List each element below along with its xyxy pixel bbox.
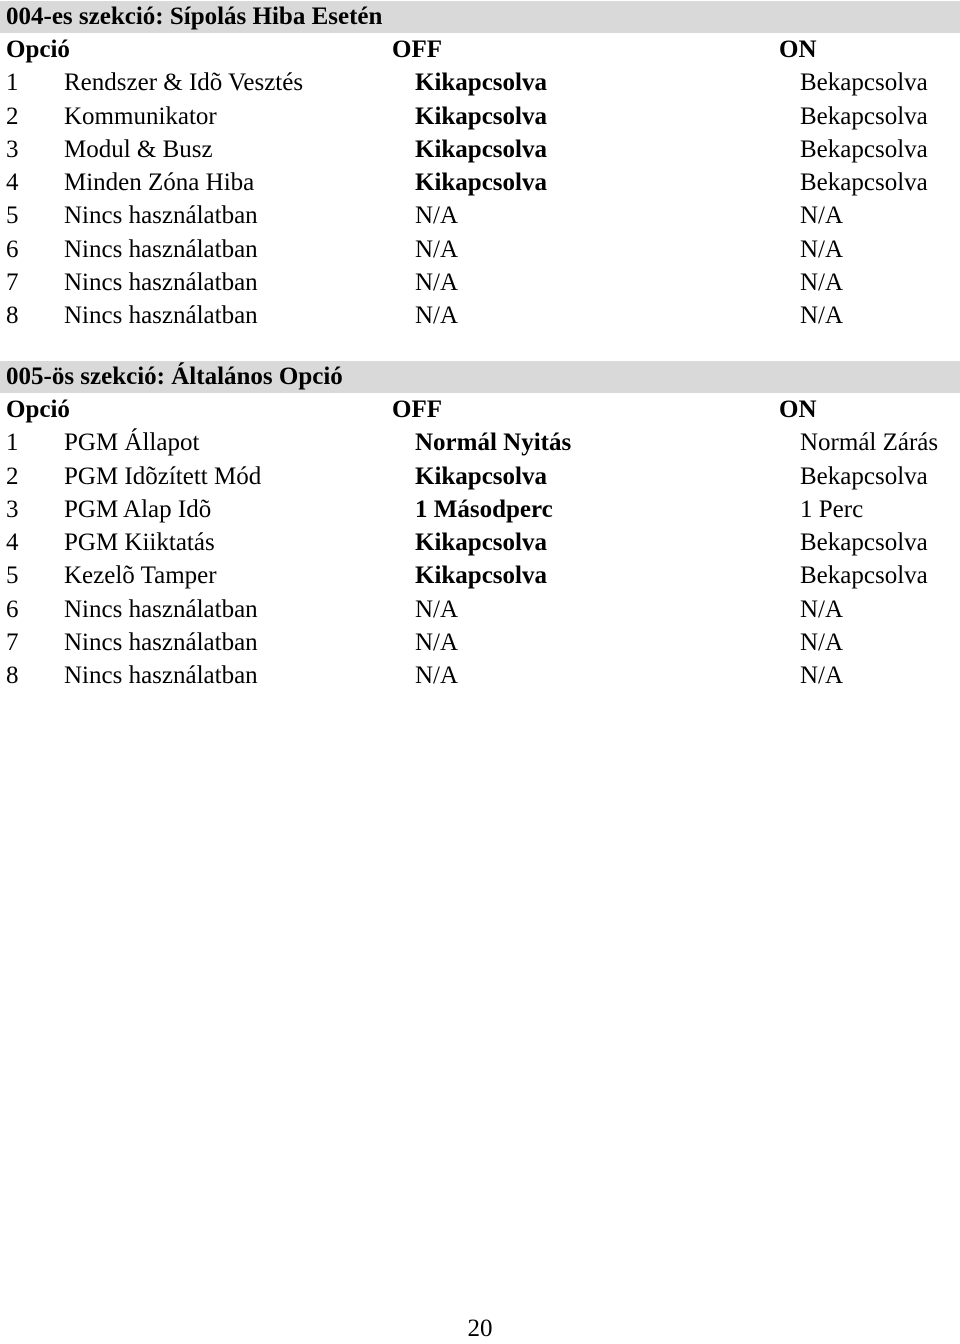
option-number: 1	[6, 69, 19, 97]
option-number: 4	[6, 169, 19, 197]
option-number: 5	[6, 202, 19, 230]
option-on-value: Bekapcsolva	[800, 102, 928, 130]
option-off-value: Kikapcsolva	[415, 135, 547, 163]
option-on-value: N/A	[800, 269, 844, 297]
option-name: PGM Idõzített Mód	[64, 462, 262, 490]
header-off: OFF	[392, 36, 442, 63]
table-row	[0, 460, 960, 493]
header-option: Opció	[6, 396, 70, 423]
option-off-value: N/A	[415, 269, 459, 297]
option-on-value: Bekapcsolva	[800, 69, 928, 97]
option-name: PGM Alap Idõ	[64, 495, 212, 523]
option-name: Kommunikator	[64, 102, 217, 130]
option-off-value: Kikapcsolva	[415, 462, 547, 490]
option-number: 8	[6, 662, 19, 690]
header-off: OFF	[392, 396, 442, 423]
table-row	[0, 299, 960, 332]
option-off-value: Normál Nyitás	[415, 429, 572, 457]
option-name: Nincs használatban	[64, 269, 258, 297]
option-on-value: Normál Zárás	[800, 429, 939, 457]
option-name: Nincs használatban	[64, 302, 258, 330]
option-number: 7	[6, 269, 19, 297]
table-row	[0, 593, 960, 626]
option-off-value: Kikapcsolva	[415, 169, 547, 197]
section-004	[0, 1, 960, 333]
option-off-value: N/A	[415, 662, 459, 690]
option-on-value: Bekapcsolva	[800, 562, 928, 590]
table-row	[0, 559, 960, 592]
option-name: PGM Kiiktatás	[64, 529, 215, 557]
table-row	[0, 133, 960, 166]
option-on-value: N/A	[800, 235, 844, 263]
option-name: Rendszer & Idõ Vesztés	[64, 69, 304, 97]
option-name: Nincs használatban	[64, 595, 258, 623]
table-row	[0, 266, 960, 299]
section-005	[0, 361, 960, 693]
header-on: ON	[779, 36, 817, 63]
table-row	[0, 199, 960, 232]
option-name: PGM Állapot	[64, 429, 200, 457]
section-title: 004-es szekció: Sípolás Hiba Esetén	[0, 1, 960, 33]
option-number: 8	[6, 302, 19, 330]
option-on-value: Bekapcsolva	[800, 529, 928, 557]
option-number: 3	[6, 495, 19, 523]
option-off-value: N/A	[415, 595, 459, 623]
table-header	[0, 33, 960, 66]
option-on-value: N/A	[800, 302, 844, 330]
option-on-value: N/A	[800, 595, 844, 623]
option-off-value: Kikapcsolva	[415, 529, 547, 557]
table-row	[0, 659, 960, 692]
option-off-value: Kikapcsolva	[415, 102, 547, 130]
option-rows	[0, 426, 960, 692]
option-number: 2	[6, 462, 19, 490]
option-name: Kezelõ Tamper	[64, 562, 217, 590]
option-name: Nincs használatban	[64, 235, 258, 263]
table-row	[0, 166, 960, 199]
table-row	[0, 526, 960, 559]
option-name: Nincs használatban	[64, 629, 258, 657]
table-row	[0, 493, 960, 526]
option-name: Modul & Busz	[64, 135, 213, 163]
option-off-value: N/A	[415, 235, 459, 263]
option-name: Minden Zóna Hiba	[64, 169, 255, 197]
option-on-value: N/A	[800, 662, 844, 690]
table-row	[0, 66, 960, 99]
option-name: Nincs használatban	[64, 662, 258, 690]
option-on-value: N/A	[800, 629, 844, 657]
option-number: 4	[6, 529, 19, 557]
option-number: 7	[6, 629, 19, 657]
option-number: 6	[6, 595, 19, 623]
table-row	[0, 233, 960, 266]
option-on-value: Bekapcsolva	[800, 169, 928, 197]
option-on-value: Bekapcsolva	[800, 462, 928, 490]
option-name: Nincs használatban	[64, 202, 258, 230]
table-header	[0, 393, 960, 426]
table-row	[0, 426, 960, 459]
header-on: ON	[779, 396, 817, 423]
option-number: 1	[6, 429, 19, 457]
option-number: 5	[6, 562, 19, 590]
table-row	[0, 626, 960, 659]
option-number: 2	[6, 102, 19, 130]
table-row	[0, 100, 960, 133]
option-on-value: Bekapcsolva	[800, 135, 928, 163]
section-title: 005-ös szekció: Általános Opció	[0, 361, 960, 393]
option-off-value: N/A	[415, 302, 459, 330]
option-on-value: N/A	[800, 202, 844, 230]
page-number: 20	[467, 1315, 493, 1342]
option-off-value: N/A	[415, 629, 459, 657]
option-number: 6	[6, 235, 19, 263]
option-on-value: 1 Perc	[800, 495, 864, 523]
option-rows	[0, 66, 960, 332]
option-off-value: Kikapcsolva	[415, 562, 547, 590]
option-off-value: 1 Másodperc	[415, 495, 553, 523]
option-number: 3	[6, 135, 19, 163]
option-off-value: Kikapcsolva	[415, 69, 547, 97]
option-off-value: N/A	[415, 202, 459, 230]
header-option: Opció	[6, 36, 70, 63]
